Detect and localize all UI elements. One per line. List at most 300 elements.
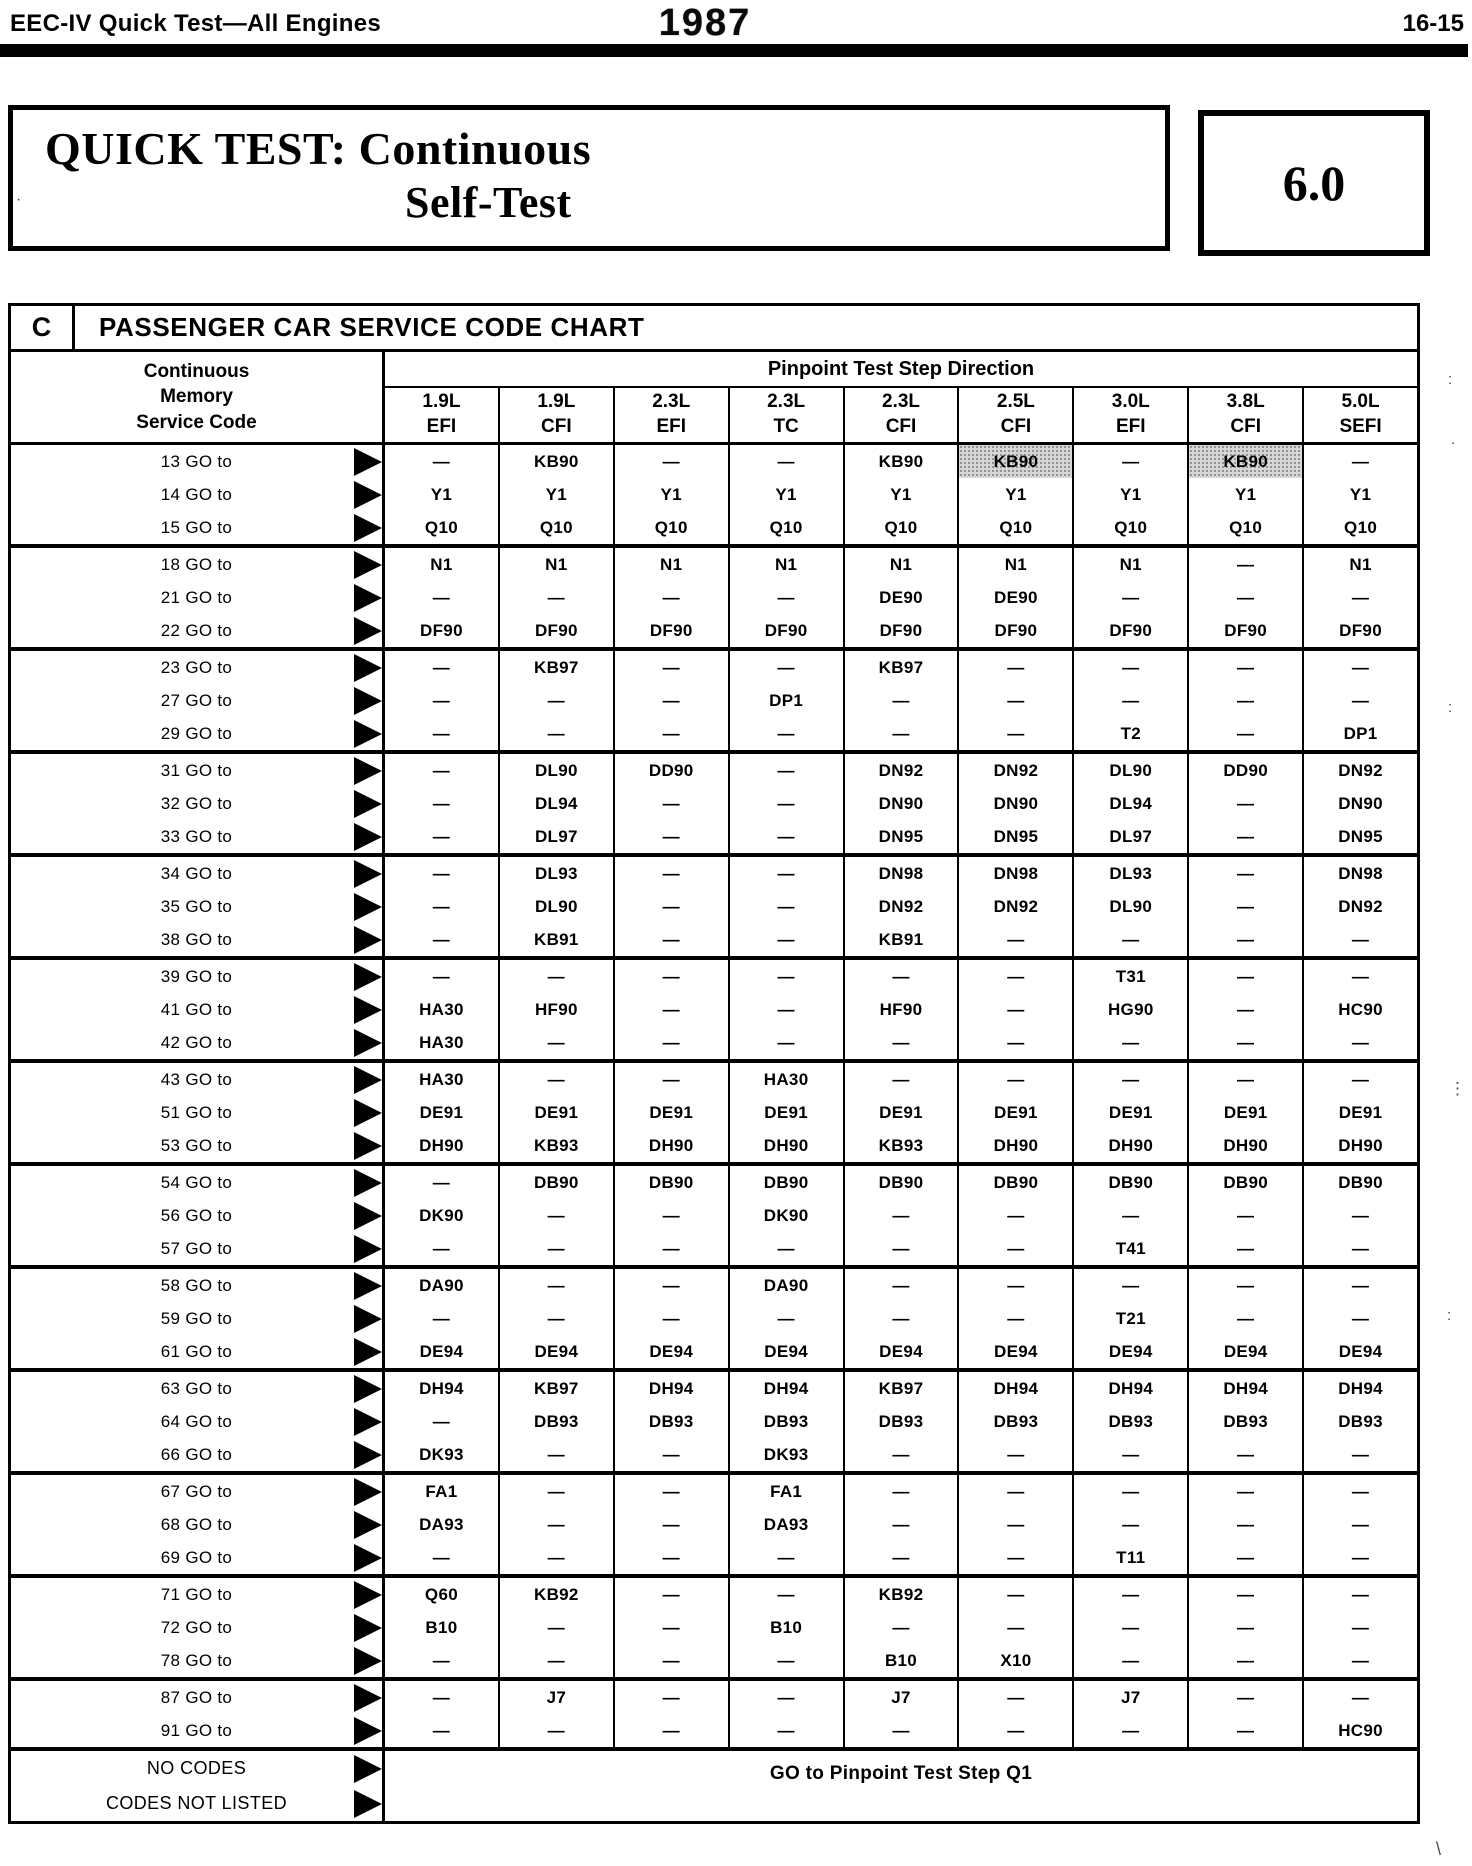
- service-code-label: 32 GO to: [160, 793, 233, 813]
- value-cell: —: [728, 717, 843, 750]
- value-cell: —: [613, 1541, 728, 1574]
- value-cell: —: [432, 863, 451, 883]
- triangle-marker-icon: [354, 1132, 382, 1160]
- value-cell: —: [1302, 960, 1417, 993]
- value-cell: DN90: [843, 787, 958, 820]
- value-cell: DN90: [957, 787, 1072, 820]
- value-cell: —: [498, 1063, 613, 1096]
- value-cell: DH90: [613, 1129, 728, 1162]
- value-cell: DH94: [957, 1372, 1072, 1405]
- value-cell: Q10: [1187, 511, 1302, 544]
- service-code-column-header: [11, 352, 385, 442]
- value-cell: DF90: [728, 614, 843, 647]
- row-group: [11, 1368, 1417, 1471]
- value-cell: Q10: [613, 511, 728, 544]
- service-code-cell: [11, 1335, 385, 1368]
- row-group: [11, 445, 1417, 544]
- value-cell: DL90: [498, 754, 613, 787]
- pinpoint-header: Pinpoint Test Step Direction: [385, 352, 1417, 388]
- table-row: [11, 1096, 1417, 1129]
- value-cell: DL90: [1072, 754, 1187, 787]
- value-cell: HA30: [419, 1032, 464, 1052]
- value-cell: —: [432, 1650, 451, 1670]
- value-cell: DA93: [419, 1514, 464, 1534]
- value-cell: DN95: [843, 820, 958, 853]
- table-row: [11, 857, 1417, 890]
- value-cell: —: [1072, 684, 1187, 717]
- value-cell: —: [843, 1541, 958, 1574]
- service-code-cell: [11, 1232, 385, 1265]
- service-code-cell: [11, 1714, 385, 1747]
- value-cell: —: [843, 960, 958, 993]
- value-cell: —: [1187, 1611, 1302, 1644]
- left-header-line: Continuous: [143, 360, 250, 382]
- value-cell: —: [1072, 1269, 1187, 1302]
- value-cell: DN95: [1302, 820, 1417, 853]
- value-cell: —: [613, 581, 728, 614]
- value-cell: DN92: [843, 754, 958, 787]
- value-cell: —: [1072, 1578, 1187, 1611]
- value-cell: —: [728, 960, 843, 993]
- triangle-marker-icon: [354, 1169, 382, 1197]
- page-number: 16-15: [1402, 10, 1464, 37]
- value-cell: —: [1072, 1063, 1187, 1096]
- value-cell: —: [613, 960, 728, 993]
- value-cell: HF90: [843, 993, 958, 1026]
- value-cell: DA90: [728, 1269, 843, 1302]
- value-cell: —: [957, 1026, 1072, 1059]
- value-cell: DB90: [498, 1166, 613, 1199]
- value-cell: —: [1187, 1232, 1302, 1265]
- triangle-marker-icon: [354, 654, 382, 682]
- page-title-line2: Self-Test: [405, 178, 572, 227]
- value-cell: —: [498, 1508, 613, 1541]
- table-row: [11, 651, 1417, 684]
- table-row: [11, 1508, 1417, 1541]
- service-code-cell: [11, 651, 385, 684]
- service-code-cell: [11, 820, 385, 853]
- header-rule: [0, 44, 1468, 57]
- value-cell: KB91: [498, 923, 613, 956]
- scan-speck: :: [1448, 371, 1453, 388]
- service-code-cell: [11, 1166, 385, 1199]
- value-cell: DD90: [613, 754, 728, 787]
- value-cell: —: [1072, 923, 1187, 956]
- value-cell: DF90: [613, 614, 728, 647]
- value-cell: —: [613, 1269, 728, 1302]
- value-cell: DF90: [498, 614, 613, 647]
- value-cell: DB90: [1187, 1166, 1302, 1199]
- service-code-cell: [11, 1199, 385, 1232]
- value-cell: —: [613, 651, 728, 684]
- value-cell: —: [613, 890, 728, 923]
- value-cell: KB97: [498, 1372, 613, 1405]
- value-cell: —: [1302, 1026, 1417, 1059]
- value-cell: DB90: [1302, 1166, 1417, 1199]
- value-cell: DE90: [957, 581, 1072, 614]
- value-cell: —: [1302, 1199, 1417, 1232]
- value-cell: —: [728, 1578, 843, 1611]
- value-cell: DB93: [957, 1405, 1072, 1438]
- table-row: [11, 1166, 1417, 1199]
- value-cell: DP1: [1302, 717, 1417, 750]
- value-cell: DK93: [728, 1438, 843, 1471]
- value-cell: DN95: [957, 820, 1072, 853]
- service-code-cell: [11, 1269, 385, 1302]
- value-cell: —: [613, 1681, 728, 1714]
- value-cell: —: [728, 787, 843, 820]
- value-cell: DH90: [1302, 1129, 1417, 1162]
- value-cell: KB97: [843, 651, 958, 684]
- value-cell: —: [432, 657, 451, 677]
- row-group: [11, 1162, 1417, 1265]
- value-cell: —: [843, 1199, 958, 1232]
- value-cell: —: [728, 1681, 843, 1714]
- value-cell: —: [728, 445, 843, 478]
- service-code-label: 23 GO to: [160, 657, 233, 677]
- value-cell: —: [613, 684, 728, 717]
- triangle-marker-icon: [354, 1272, 382, 1300]
- value-cell: —: [728, 890, 843, 923]
- value-cell: DE90: [843, 581, 958, 614]
- left-header-line: Service Code: [136, 411, 257, 433]
- value-cell: DH94: [1072, 1372, 1187, 1405]
- value-cell: Q60: [424, 1584, 458, 1604]
- engine-column-header: 3.8L CFI: [1187, 388, 1302, 442]
- value-cell: —: [498, 1714, 613, 1747]
- service-code-cell: [11, 1644, 385, 1677]
- table-row: [11, 820, 1417, 853]
- table-row: [11, 445, 1417, 478]
- triangle-marker-icon: [354, 514, 382, 542]
- value-cell: —: [613, 1611, 728, 1644]
- service-code-label: 13 GO to: [160, 451, 233, 471]
- value-cell: DN92: [843, 890, 958, 923]
- value-cell: KB90: [498, 445, 613, 478]
- page-header-left: EEC-IV Quick Test—All Engines: [10, 10, 381, 37]
- triangle-marker-icon: [354, 926, 382, 954]
- value-cell: DH90: [419, 1135, 464, 1155]
- table-row: [11, 960, 1417, 993]
- table-row: [11, 993, 1417, 1026]
- value-cell: —: [1187, 960, 1302, 993]
- value-cell: Y1: [728, 478, 843, 511]
- value-cell: —: [498, 684, 613, 717]
- value-cell: —: [613, 1714, 728, 1747]
- service-code-cell: [11, 478, 385, 511]
- chart-corner-label: C: [11, 306, 75, 349]
- value-cell: —: [1187, 857, 1302, 890]
- value-cell: DB93: [1187, 1405, 1302, 1438]
- row-group: [11, 1265, 1417, 1368]
- value-cell: —: [1302, 651, 1417, 684]
- service-code-cell: [11, 857, 385, 890]
- value-cell: —: [1302, 1269, 1417, 1302]
- value-cell: —: [613, 787, 728, 820]
- triangle-marker-icon: [354, 584, 382, 612]
- value-cell: FA1: [728, 1475, 843, 1508]
- engine-header-row: [385, 388, 1417, 442]
- value-cell: —: [432, 966, 451, 986]
- triangle-marker-icon: [354, 1581, 382, 1609]
- value-cell: —: [432, 760, 451, 780]
- value-cell: DH90: [728, 1129, 843, 1162]
- value-cell: DL94: [498, 787, 613, 820]
- value-cell: DB93: [1072, 1405, 1187, 1438]
- triangle-marker-icon: [354, 1305, 382, 1333]
- page-header-year: 1987: [658, 2, 752, 44]
- value-cell: —: [613, 923, 728, 956]
- value-cell: DE94: [419, 1341, 464, 1361]
- value-cell: Q10: [498, 511, 613, 544]
- row-group: [11, 1574, 1417, 1677]
- row-group: [11, 853, 1417, 956]
- value-cell: KB97: [498, 651, 613, 684]
- value-cell: Q10: [1072, 511, 1187, 544]
- value-cell: HA30: [419, 999, 464, 1019]
- table-row: [11, 1199, 1417, 1232]
- value-cell: N1: [957, 548, 1072, 581]
- value-cell: Y1: [498, 478, 613, 511]
- triangle-marker-icon: [354, 1614, 382, 1642]
- value-cell: —: [1187, 923, 1302, 956]
- value-cell: DA93: [728, 1508, 843, 1541]
- value-cell: T2: [1072, 717, 1187, 750]
- chart-title: PASSENGER CAR SERVICE CODE CHART: [99, 312, 645, 342]
- service-code-label: 18 GO to: [160, 554, 233, 574]
- service-code-cell: [11, 445, 385, 478]
- service-code-cell: [11, 1026, 385, 1059]
- value-cell: —: [728, 993, 843, 1026]
- service-code-cell: [11, 581, 385, 614]
- table-row: [11, 1578, 1417, 1611]
- value-cell: N1: [430, 554, 453, 574]
- triangle-marker-icon: [354, 1099, 382, 1127]
- value-cell: —: [1302, 1302, 1417, 1335]
- value-cell: DE94: [1302, 1335, 1417, 1368]
- value-cell: —: [843, 717, 958, 750]
- service-code-cell: [11, 548, 385, 581]
- value-cell: —: [957, 1438, 1072, 1471]
- value-cell: HA30: [728, 1063, 843, 1096]
- value-cell: KB90: [1187, 445, 1302, 478]
- service-code-chart: [8, 303, 1420, 1824]
- value-cell: DB90: [613, 1166, 728, 1199]
- value-cell: KB93: [498, 1129, 613, 1162]
- service-code-label: 64 GO to: [160, 1411, 233, 1431]
- triangle-marker-icon: [354, 720, 382, 748]
- value-cell: DD90: [1187, 754, 1302, 787]
- value-cell: B10: [728, 1611, 843, 1644]
- triangle-marker-icon: [354, 1338, 382, 1366]
- table-row: [11, 1302, 1417, 1335]
- value-cell: Q10: [424, 517, 458, 537]
- value-cell: DN92: [957, 890, 1072, 923]
- service-code-label: 63 GO to: [160, 1378, 233, 1398]
- value-cell: DE94: [1072, 1335, 1187, 1368]
- value-cell: DH90: [1187, 1129, 1302, 1162]
- service-code-cell: [11, 511, 385, 544]
- value-cell: —: [1302, 1438, 1417, 1471]
- value-cell: —: [1187, 548, 1302, 581]
- value-cell: DH94: [419, 1378, 464, 1398]
- value-cell: —: [1072, 1475, 1187, 1508]
- triangle-marker-icon: [354, 1029, 382, 1057]
- value-cell: —: [1302, 445, 1417, 478]
- value-cell: —: [432, 690, 451, 710]
- value-cell: —: [498, 581, 613, 614]
- pinpoint-header-area: [385, 352, 1417, 442]
- service-code-label: 67 GO to: [160, 1481, 233, 1501]
- value-cell: DE91: [1302, 1096, 1417, 1129]
- service-code-label: 87 GO to: [160, 1687, 233, 1707]
- service-code-label: 66 GO to: [160, 1444, 233, 1464]
- triangle-marker-icon: [354, 687, 382, 715]
- value-cell: DE94: [1187, 1335, 1302, 1368]
- value-cell: X10: [957, 1644, 1072, 1677]
- table-row: [11, 1232, 1417, 1265]
- value-cell: —: [498, 1026, 613, 1059]
- value-cell: —: [1072, 1644, 1187, 1677]
- service-code-label: 78 GO to: [160, 1650, 233, 1670]
- value-cell: DE91: [728, 1096, 843, 1129]
- service-code-label: 15 GO to: [160, 517, 233, 537]
- service-code-label: 53 GO to: [160, 1135, 233, 1155]
- table-row: [11, 1335, 1417, 1368]
- value-cell: —: [843, 1063, 958, 1096]
- value-cell: —: [843, 1475, 958, 1508]
- service-code-label: 41 GO to: [160, 999, 233, 1019]
- table-row: [11, 787, 1417, 820]
- service-code-cell: [11, 1578, 385, 1611]
- value-cell: —: [498, 717, 613, 750]
- value-cell: —: [1187, 1475, 1302, 1508]
- triangle-marker-icon: [354, 790, 382, 818]
- value-cell: DE91: [1072, 1096, 1187, 1129]
- value-cell: —: [1187, 651, 1302, 684]
- value-cell: DL90: [498, 890, 613, 923]
- service-code-cell: [11, 1438, 385, 1471]
- engine-column-header: 5.0L SEFI: [1302, 388, 1417, 442]
- value-cell: HC90: [1302, 993, 1417, 1026]
- service-code-label: 33 GO to: [160, 826, 233, 846]
- scan-speck: ·: [16, 191, 22, 208]
- value-cell: —: [957, 960, 1072, 993]
- table-row: [11, 1644, 1417, 1677]
- value-cell: —: [728, 1541, 843, 1574]
- value-cell: DB93: [1302, 1405, 1417, 1438]
- value-cell: DH94: [728, 1372, 843, 1405]
- engine-column-header: 2.5L CFI: [957, 388, 1072, 442]
- footer-note: GO to Pinpoint Test Step Q1: [769, 1763, 1033, 1784]
- value-cell: —: [1302, 684, 1417, 717]
- value-cell: —: [498, 1302, 613, 1335]
- value-cell: Q10: [728, 511, 843, 544]
- scan-speck: :: [1448, 699, 1453, 716]
- value-cell: —: [1187, 1438, 1302, 1471]
- value-cell: —: [1072, 445, 1187, 478]
- value-cell: —: [432, 451, 451, 471]
- value-cell: —: [843, 1438, 958, 1471]
- value-cell: —: [957, 717, 1072, 750]
- value-cell: N1: [1302, 548, 1417, 581]
- footer-group: [11, 1747, 1417, 1821]
- value-cell: —: [432, 826, 451, 846]
- engine-column-header: 2.3L TC: [728, 388, 843, 442]
- value-cell: —: [613, 1302, 728, 1335]
- page-title-line1: QUICK TEST: Continuous: [45, 123, 592, 174]
- value-cell: Y1: [1072, 478, 1187, 511]
- value-cell: —: [1302, 1681, 1417, 1714]
- triangle-marker-icon: [354, 448, 382, 476]
- table-row: [11, 581, 1417, 614]
- value-cell: DL97: [498, 820, 613, 853]
- service-code-cell: [11, 1096, 385, 1129]
- value-cell: —: [1187, 1026, 1302, 1059]
- value-cell: DB93: [728, 1405, 843, 1438]
- service-code-label: 58 GO to: [160, 1275, 233, 1295]
- footer-row-codes-not-listed: [11, 1786, 382, 1821]
- value-cell: —: [1072, 1508, 1187, 1541]
- footer-label: CODES NOT LISTED: [105, 1793, 288, 1813]
- service-code-label: 21 GO to: [160, 587, 233, 607]
- value-cell: —: [1302, 581, 1417, 614]
- value-cell: —: [957, 651, 1072, 684]
- service-code-label: 51 GO to: [160, 1102, 233, 1122]
- service-code-label: 22 GO to: [160, 620, 233, 640]
- value-cell: —: [728, 857, 843, 890]
- value-cell: DN98: [957, 857, 1072, 890]
- value-cell: T21: [1072, 1302, 1187, 1335]
- triangle-marker-icon: [354, 1647, 382, 1675]
- value-cell: DF90: [1072, 614, 1187, 647]
- value-cell: DN92: [1302, 754, 1417, 787]
- triangle-marker-icon: [354, 860, 382, 888]
- row-group: [11, 647, 1417, 750]
- value-cell: —: [728, 923, 843, 956]
- value-cell: DA90: [419, 1275, 464, 1295]
- value-cell: KB92: [498, 1578, 613, 1611]
- title-box: [8, 105, 1170, 251]
- value-cell: HF90: [498, 993, 613, 1026]
- service-code-label: 56 GO to: [160, 1205, 233, 1225]
- table-row: [11, 548, 1417, 581]
- service-code-cell: [11, 960, 385, 993]
- value-cell: —: [613, 1578, 728, 1611]
- value-cell: —: [1072, 1611, 1187, 1644]
- value-cell: —: [432, 1411, 451, 1431]
- service-code-cell: [11, 717, 385, 750]
- service-code-cell: [11, 1129, 385, 1162]
- value-cell: DE91: [498, 1096, 613, 1129]
- value-cell: T41: [1072, 1232, 1187, 1265]
- row-group: [11, 1059, 1417, 1162]
- service-code-cell: [11, 993, 385, 1026]
- triangle-marker-icon: [354, 481, 382, 509]
- value-cell: DN98: [1302, 857, 1417, 890]
- value-cell: DE94: [843, 1335, 958, 1368]
- value-cell: —: [728, 820, 843, 853]
- value-cell: —: [432, 587, 451, 607]
- service-code-cell: [11, 1063, 385, 1096]
- value-cell: —: [957, 1232, 1072, 1265]
- value-cell: —: [957, 923, 1072, 956]
- service-code-label: 69 GO to: [160, 1547, 233, 1567]
- value-cell: DN92: [957, 754, 1072, 787]
- value-cell: J7: [1072, 1681, 1187, 1714]
- table-row: [11, 1372, 1417, 1405]
- value-cell: DB93: [613, 1405, 728, 1438]
